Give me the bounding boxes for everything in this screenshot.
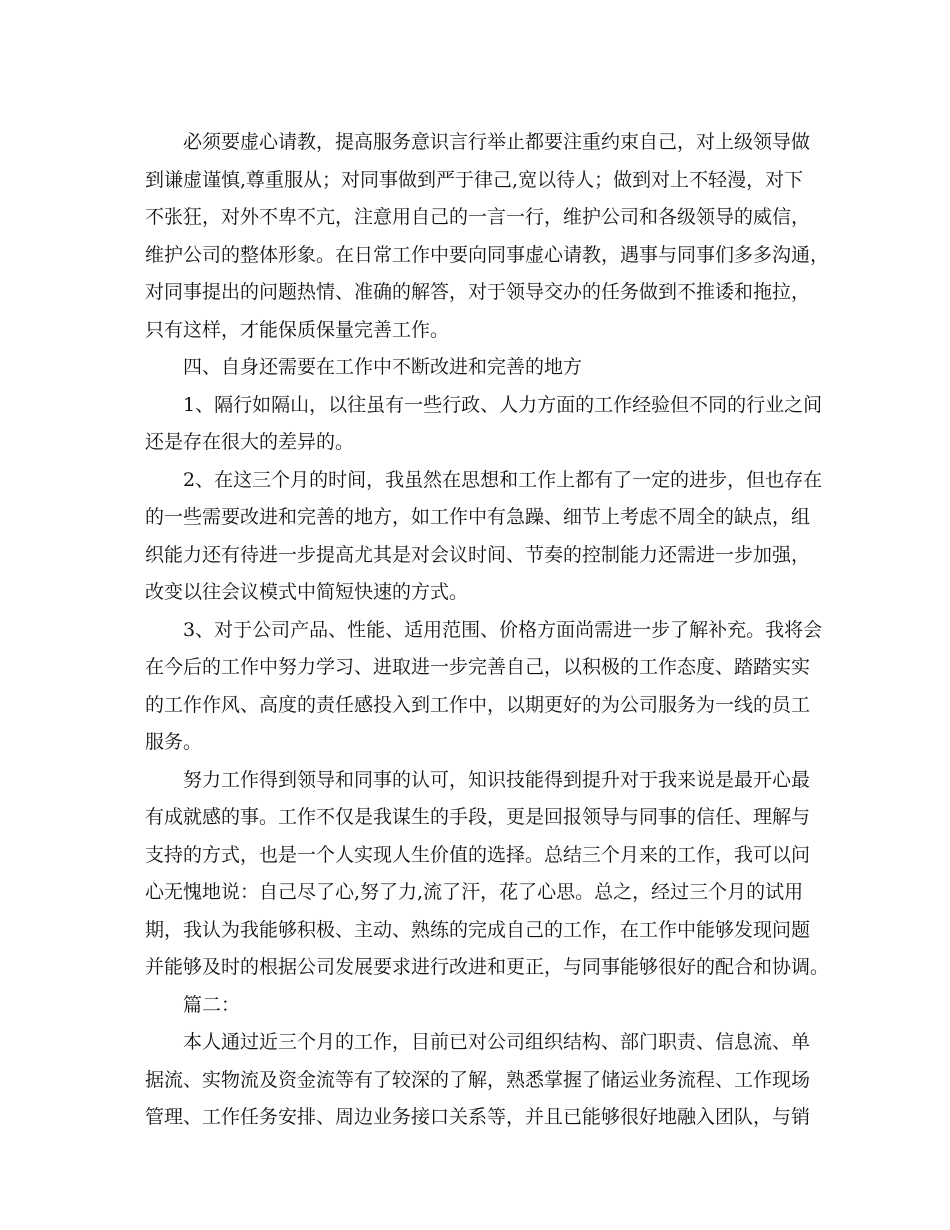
text-line: 1、隔行如隔山，以往虽有一些行政、人力方面的工作经验但不同的行业之间 — [183, 393, 823, 416]
text-line: 只有这样，才能保质保量完善工作。 — [145, 318, 450, 341]
text-line: 改变以往会议模式中简短快速的方式。 — [145, 581, 469, 603]
text-line: 在今后的工作中努力学习、进取进一步完善自己，以积极的工作态度、踏踏实实 — [145, 656, 811, 678]
document-body — [145, 124, 830, 1137]
text-line: 必须要虚心请教，提高服务意识言行举止都要注重约束自己，对上级领导做 — [183, 131, 811, 153]
text-line: 的一些需要改进和完善的地方，如工作中有急躁、细节上考虑不周全的缺点，组 — [145, 506, 811, 528]
text-line: 到谦虚谨慎,尊重服从；对同事做到严于律己,宽以待人；做到对上不轻漫，对下 — [145, 168, 804, 191]
text-line: 织能力还有待进一步提高尤其是对会议时间、节奏的控制能力还需进一步加强， — [145, 543, 811, 566]
text-line: 据流、实物流及资金流等有了较深的了解，熟悉掌握了储运业务流程、工作现场 — [145, 1068, 811, 1091]
text-line: 支持的方式，也是一个人实现人生价值的选择。总结三个月来的工作，我可以问 — [145, 843, 811, 866]
text-line: 的工作作风、高度的责任感投入到工作中，以期更好的为公司服务为一线的员工 — [145, 693, 811, 716]
text-line: 管理、工作任务安排、周边业务接口关系等，并且已能够很好地融入团队，与销 — [145, 1106, 811, 1128]
text-line: 维护公司的整体形象。在日常工作中要向同事虚心请教，遇事与同事们多多沟通， — [145, 243, 830, 266]
text-line: 期，我认为我能够积极、主动、熟练的完成自己的工作，在工作中能够发现问题 — [145, 918, 811, 941]
text-line: 四、自身还需要在工作中不断改进和完善的地方 — [183, 356, 583, 378]
text-line: 3、对于公司产品、性能、适用范围、价格方面尚需进一步了解补充。我将会 — [183, 618, 823, 641]
text-line: 服务。 — [145, 731, 203, 753]
text-line: 还是存在很大的差异的。 — [145, 431, 355, 453]
text-line: 本人通过近三个月的工作，目前已对公司组织结构、部门职责、信息流、单 — [183, 1031, 811, 1053]
text-line: 对同事提出的问题热情、准确的解答，对于领导交办的任务做到不推诿和拖拉， — [145, 281, 811, 303]
text-line: 并能够及时的根据公司发展要求进行改进和更正，与同事能够很好的配合和协调。 — [145, 956, 830, 978]
text-line: 2、在这三个月的时间，我虽然在思想和工作上都有了一定的进步，但也存在 — [183, 468, 823, 491]
text-line: 篇二： — [183, 993, 241, 1016]
text-line: 不张狂，对外不卑不亢，注意用自己的一言一行，维护公司和各级领导的威信， — [145, 206, 811, 228]
text-line: 努力工作得到领导和同事的认可，知识技能得到提升对于我来说是最开心最 — [183, 768, 811, 791]
text-line: 有成就感的事。工作不仅是我谋生的手段，更是回报领导与同事的信任、理解与 — [145, 806, 811, 828]
text-line: 心无愧地说：自己尽了心,努了力,流了汗，花了心思。总之，经过三个月的试用 — [145, 881, 804, 903]
